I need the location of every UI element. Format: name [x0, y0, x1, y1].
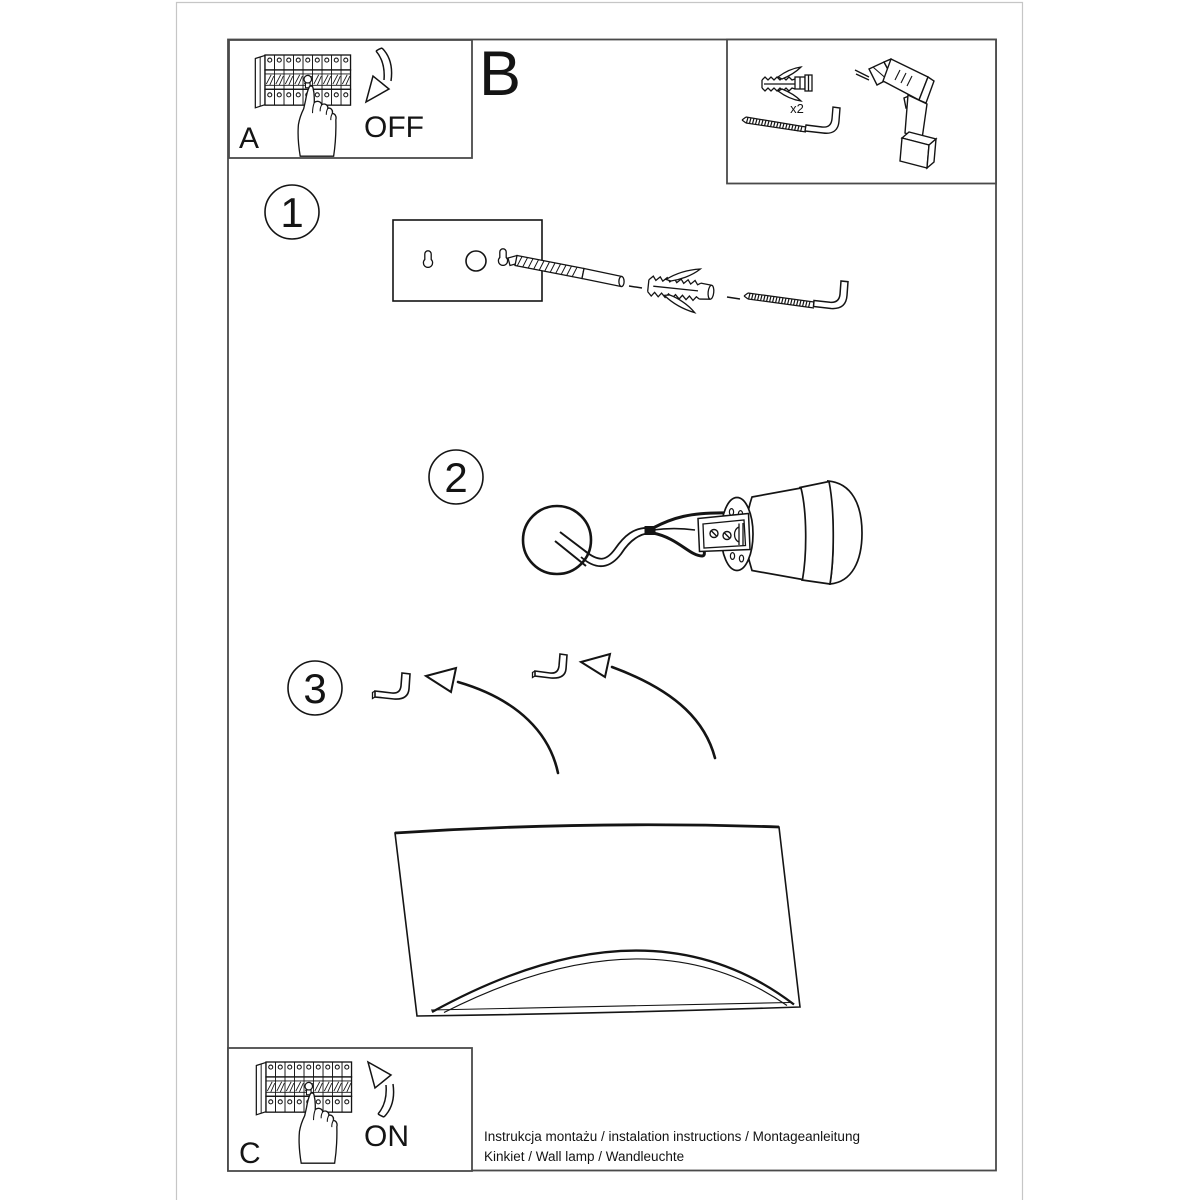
footer: [484, 1129, 860, 1164]
plug-quantity-label: x2: [790, 101, 804, 116]
step-1-number: 1: [280, 189, 304, 236]
wall-plug-step1: [646, 264, 716, 315]
step-3-number: 3: [303, 665, 327, 712]
hook-screw-step1: [744, 281, 848, 309]
panel-a-action-label: OFF: [364, 111, 424, 144]
cable-loop-icon: [523, 506, 729, 574]
panel-c-box: [228, 1048, 472, 1171]
step-2-number: 2: [444, 454, 468, 501]
panel-a-label: A: [239, 122, 260, 155]
panel-a-box: [229, 40, 472, 158]
drill-bit-icon: [508, 256, 624, 287]
lamp-body-illustration: [395, 825, 800, 1016]
step-1: [265, 185, 848, 314]
rotate-arrow-1: [426, 668, 558, 773]
step-3: [288, 654, 715, 773]
panel-c-action-label: ON: [364, 1120, 409, 1153]
footer-line-1: Instrukcja montażu / instalation instructions / Montageanleitung: [484, 1129, 860, 1144]
assembly-dash: [727, 297, 740, 299]
lamp-socket-icon: [698, 481, 862, 584]
rotate-arrow-2: [581, 654, 715, 758]
hook-icon-2: [533, 654, 568, 678]
assembly-dash: [629, 286, 642, 288]
footer-line-2: Kinkiet / Wall lamp / Wandleuchte: [484, 1149, 685, 1164]
step-2: [429, 450, 862, 584]
panel-c-label: C: [239, 1137, 261, 1170]
hook-icon-1: [373, 673, 411, 699]
parts-box: [727, 40, 996, 184]
section-b-label: B: [479, 39, 522, 109]
